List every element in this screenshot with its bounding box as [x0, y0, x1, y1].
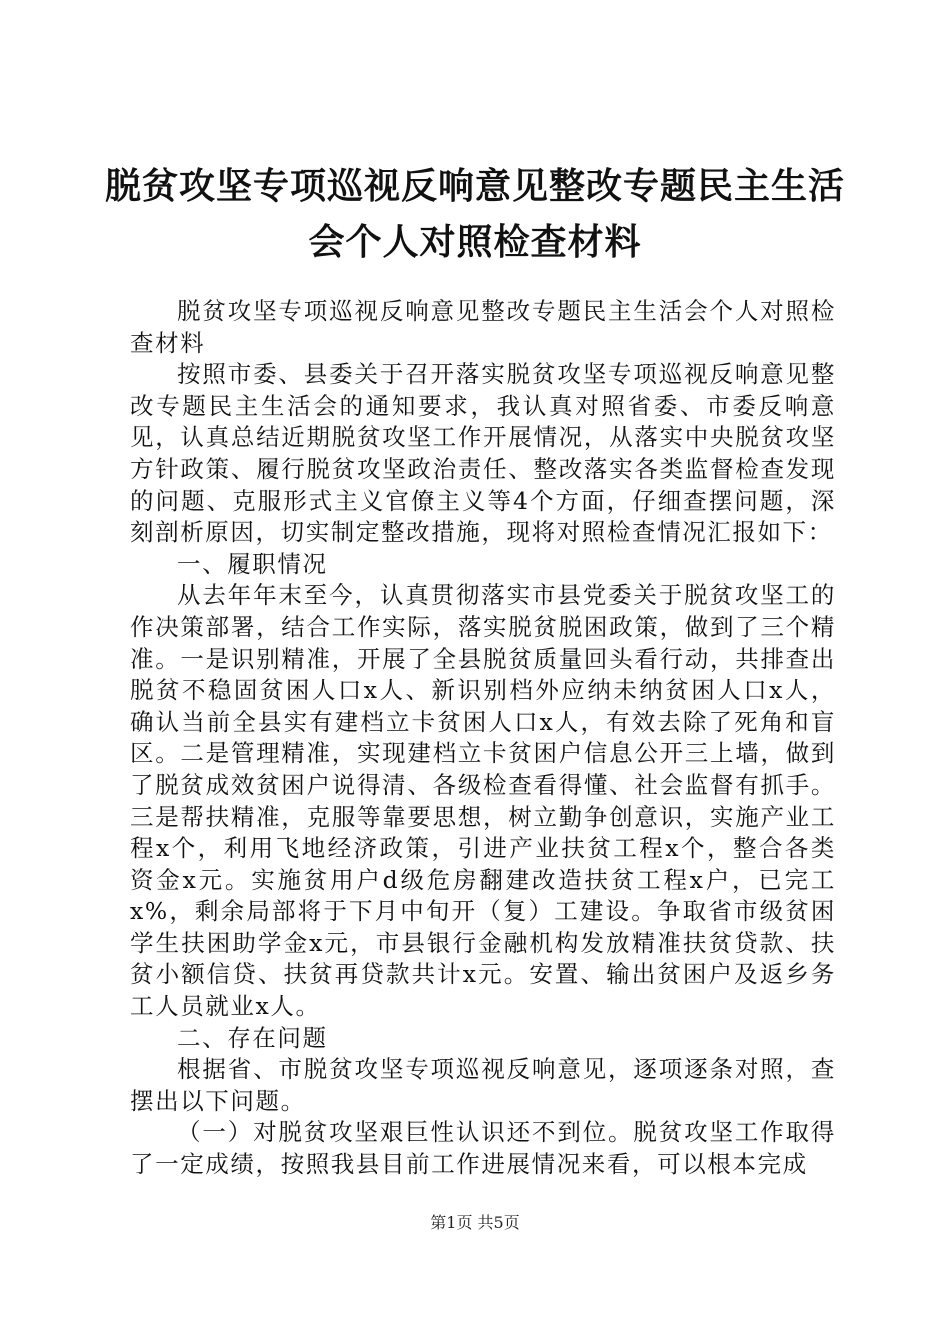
page-footer: 第1页 共5页: [430, 1213, 520, 1232]
paragraph-intro: 按照市委、县委关于召开落实脱贫攻坚专项巡视反响意见整改专题民主生活会的通知要求，我认真对照省委、市委反响意见，认真总结近期脱贫攻坚工作开展情况，从落实中央脱贫攻坚方针政策、履行脱贫攻坚政治责任、整改落实各类监督检查发现的问题、克服形式主义官僚主义等4个方面，仔细查摆问题，深刻剖析原因，切实制定整改措施，现将对照检查情况汇报如下：: [130, 360, 836, 547]
paragraph-problem-1: （一）对脱贫攻坚艰巨性认识还不到位。脱贫攻坚工作取得了一定成绩，按照我县目前工作进展情况来看，可以根本完成: [130, 1118, 836, 1179]
paragraph-subtitle: 脱贫攻坚专项巡视反响意见整改专题民主生活会个人对照检查材料: [130, 297, 836, 357]
paragraph-duties: 从去年年末至今，认真贯彻落实市县党委关于脱贫攻坚工的作决策部署，结合工作实际，落实脱贫脱困政策，做到了三个精准。一是识别精准，开展了全县脱贫质量回头看行动，共排查出脱贫不稳固贫困人口x人、新识别档外应纳未纳贫困人口x人，确认当前全县实有建档立卡贫困人口x人，有效去除了死角和盲区。二是管理精准，实现建档立卡贫困户信息公开三上墙，做到了脱贫成效贫困户说得清、各级检查看得懂、社会监督有抓手。三是帮扶精准，克服等靠要思想，树立勤争创意识，实施产业工程x个，利用飞地经济政策，引进产业扶贫工程x个，整合各类资金x元。实施贫用户d级危房翻建改造扶贫工程x户，已完工x%，剩余局部将于下月中旬开（复）工建设。争取省市级贫困学生扶困助学金x元，市县银行金融机构发放精准扶贫贷款、扶贫小额信贷、扶贫再贷款共计x元。安置、输出贫困户及返乡务工人员就业x人。: [130, 581, 836, 1021]
document-title: 脱贫攻坚专项巡视反响意见整改专题民主生活会个人对照检查材料: [104, 165, 845, 263]
paragraph-problems-intro: 根据省、市脱贫攻坚专项巡视反响意见，逐项逐条对照，查摆出以下问题。: [130, 1055, 836, 1115]
document-body: [130, 296, 836, 1181]
section-heading-problems: 二、存在问题: [177, 1023, 328, 1052]
section-heading-duties: 一、履职情况: [177, 549, 328, 578]
